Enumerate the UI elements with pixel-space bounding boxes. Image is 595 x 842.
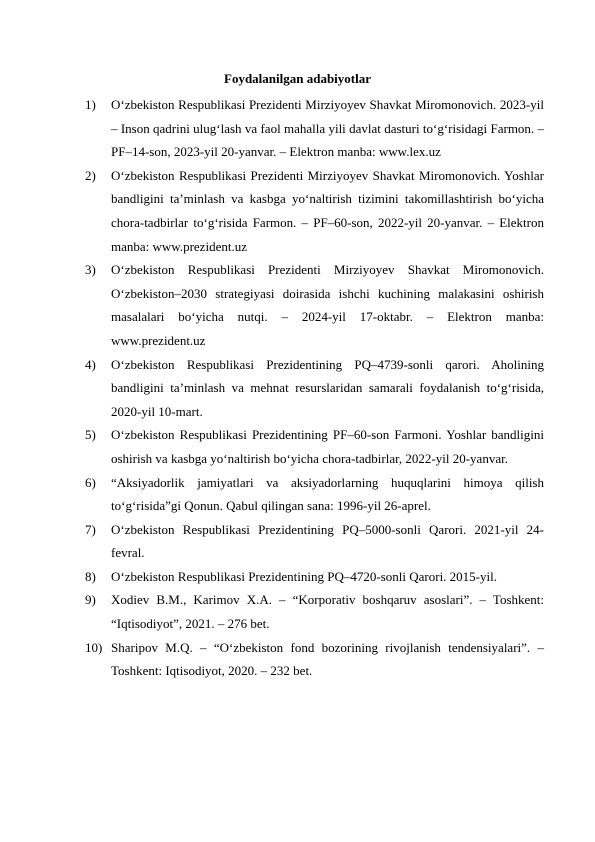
reference-item: [85, 471, 544, 518]
reference-number: 10): [85, 639, 103, 655]
reference-text: “Aksiyadorlik jamiyatlari va aksiyadorlarning huquqlarini himoya qilish to‘g‘risida”gi Qonun. Qabul qilingan sana: 1996-yil 26-aprel.: [111, 474, 544, 514]
reference-number: 7): [85, 521, 96, 537]
reference-text: O‘zbekiston Respublikasi Prezidenti Mirziyoyev Shavkat Miromonovich. 2023-yil – Inson qadrini ulug‘lash va faol mahalla yili davlat dasturi to‘g‘risidagi Farmon. – PF–14-son, 2023-yil 20-yanvar. – Elektron manba: www.lex.uz: [111, 97, 544, 160]
reference-item: [85, 93, 544, 164]
reference-number: 9): [85, 592, 96, 608]
reference-item: [85, 565, 544, 589]
reference-text: O‘zbekiston Respublikasi Prezidenti Mirziyoyev Shavkat Miromonovich. O‘zbekiston–2030 strategiyasi doirasida ishchi kuchining malakasini oshirish masalalari bo‘yicha nutqi. – 2024-yil 17-oktabr. – Elektron manba: www.prezident.uz: [111, 262, 544, 348]
reference-item: [85, 258, 544, 352]
reference-text: O‘zbekiston Respublikasi Prezidentining PQ–4720-sonli Qarori. 2015-yil.: [111, 568, 497, 584]
reference-item: [85, 164, 544, 258]
reference-number: 3): [85, 262, 96, 278]
reference-number: 5): [85, 427, 96, 443]
reference-number: 6): [85, 474, 96, 490]
reference-text: Sharipov M.Q. – “O‘zbekiston fond bozorining rivojlanish tendensiyalari”. – Toshkent: Iqtisodiyot, 2020. – 232 bet.: [111, 639, 544, 679]
reference-number: 1): [85, 97, 96, 112]
reference-text: O‘zbekiston Respublikasi Prezidentining PQ–4739-sonli qarori. Aholining bandligini ta’minlash va mehnat resurslaridan samarali foydalanish to‘g‘risida, 2020-yil 10-mart.: [111, 356, 544, 419]
reference-item: [85, 636, 544, 683]
reference-item: [85, 518, 544, 565]
reference-item: [85, 353, 544, 424]
reference-text: O‘zbekiston Respublikasi Prezidentining PQ–5000-sonli Qarori. 2021-yil 24-fevral.: [111, 521, 544, 561]
reference-list: [85, 93, 544, 683]
reference-text: Xodiev B.M., Karimov X.A. – “Korporativ boshqaruv asoslari”. – Toshkent: “Iqtisodiyot”, 2021. – 276 bet.: [111, 592, 544, 632]
reference-text: O‘zbekiston Respublikasi Prezidentining PF–60-son Farmoni. Yoshlar bandligini oshirish va kasbga yo‘naltirish bo‘yicha chora-tadbirlar, 2022-yil 20-yanvar.: [111, 427, 544, 466]
page-title: Foydalanilgan adabiyotlar: [224, 71, 371, 86]
reference-number: 2): [85, 167, 96, 183]
reference-text: O‘zbekiston Respublikasi Prezidenti Mirziyoyev Shavkat Miromonovich. Yoshlar bandligini ta’minlash va kasbga yo‘naltirish tizimini takomillashtirish bo‘yicha chora-tadbirlar to‘g‘risida Farmon. – PF–60-son, 2022-yil 20-yanvar. – Elektron manba: www.prezident.uz: [111, 167, 544, 254]
reference-item: [85, 423, 544, 470]
reference-number: 4): [85, 356, 96, 372]
reference-number: 8): [85, 568, 96, 584]
reference-item: [85, 588, 544, 635]
